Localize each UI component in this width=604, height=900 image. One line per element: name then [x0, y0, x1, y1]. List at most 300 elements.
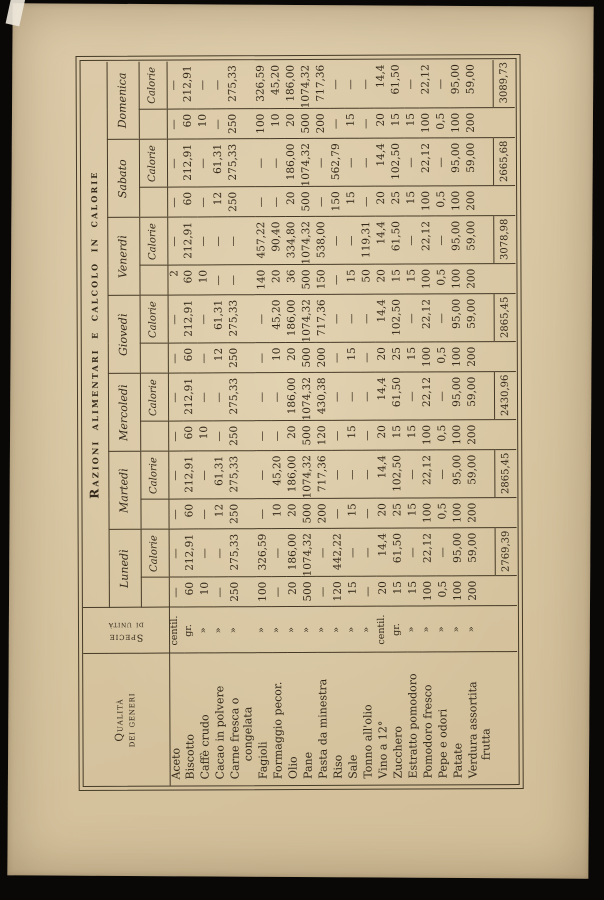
quantity-cell: 100 — [255, 109, 270, 139]
calorie-cell: 1074,32 — [300, 61, 315, 109]
quantity-cell: 60 — [182, 265, 197, 295]
calorie-cell: 538,00 — [315, 217, 330, 265]
quantity-cell: — — [227, 265, 255, 295]
food-name: Riso — [331, 754, 345, 779]
calorie-subheader: Calorie — [141, 530, 169, 578]
calorie-cell: 186,00 — [286, 295, 301, 343]
quantity-cell: 100 — [450, 108, 465, 138]
calorie-cell: 95,00 — [451, 294, 466, 342]
food-name-cell — [407, 652, 423, 784]
quantity-cell: — — [317, 577, 332, 607]
calorie-cell: — — [330, 61, 345, 109]
quality-header-line1: Qualità — [113, 698, 126, 742]
calorie-cell: — — [198, 451, 213, 499]
calorie-cell: — — [315, 139, 330, 187]
food-name-cell — [287, 653, 303, 785]
quantity-cell: — — [167, 110, 182, 140]
quantity-cell: — — [168, 500, 183, 530]
unit-cell: » — [214, 607, 229, 653]
calorie-cell: — — [331, 451, 346, 499]
calorie-cell: — — [346, 295, 361, 343]
quantity-cell: 10 — [197, 109, 212, 139]
quantity-cell: 200 — [465, 264, 493, 294]
food-name: Estratto pomodoro — [406, 673, 420, 779]
calorie-cell: — — [212, 61, 227, 109]
quantity-cell: — — [360, 187, 375, 217]
day-header-5: Venerdì — [107, 218, 139, 296]
quantity-cell: 100 — [421, 420, 436, 450]
unit-cell: » — [229, 607, 257, 653]
calorie-cell: — — [271, 373, 286, 421]
quantity-cell: 25 — [391, 499, 406, 529]
totals-quantity-blank — [495, 576, 517, 606]
calorie-cell: 22,12 — [420, 138, 435, 186]
unit-cell: » — [362, 607, 377, 653]
quantity-cell: 100 — [421, 498, 436, 528]
calorie-cell: 59,00 — [465, 138, 493, 186]
calorie-cell: 1074,32 — [301, 373, 316, 421]
calorie-cell: — — [168, 374, 183, 422]
food-name: Biscotto — [183, 733, 197, 780]
calorie-cell: 186,00 — [286, 451, 301, 499]
quantity-cell: 200 — [316, 499, 331, 529]
calorie-cell: 212,91 — [183, 373, 198, 421]
quantity-cell: — — [212, 109, 227, 139]
calorie-cell: 326,59 — [255, 61, 270, 109]
calorie-cell: 59,00 — [465, 60, 493, 108]
calorie-cell: 212,91 — [184, 529, 199, 577]
calorie-cell: — — [361, 373, 376, 421]
quantity-cell: — — [330, 265, 345, 295]
quantity-cell: 20 — [286, 421, 301, 451]
food-name-cell — [317, 653, 333, 785]
food-name: Formaggio pecor. — [271, 681, 285, 780]
quantity-cell: 100 — [450, 264, 465, 294]
quantity-cell: 36 — [285, 265, 300, 295]
quantity-cell: 250 — [229, 577, 257, 607]
calorie-cell: 14,4 — [375, 217, 390, 265]
quantity-cell: 100 — [452, 576, 467, 606]
unit-cell: » — [452, 606, 467, 652]
food-name-cell — [362, 653, 378, 785]
quantity-cell: 100 — [257, 577, 272, 607]
food-name-cell — [169, 654, 185, 786]
quantity-cell: 140 — [255, 265, 270, 295]
calorie-cell: — — [197, 217, 212, 265]
quantity-cell: 25 — [390, 187, 405, 217]
quantity-cell: — — [361, 499, 376, 529]
calorie-cell: 95,00 — [451, 450, 466, 498]
calorie-cell: — — [255, 139, 270, 187]
calorie-cell: — — [256, 295, 271, 343]
quantity-cell: 0,5 — [436, 420, 451, 450]
calorie-cell: 22,12 — [420, 60, 435, 108]
quantity-cell: — — [331, 343, 346, 373]
food-name: Vino a 12° — [376, 720, 390, 779]
quantity-cell: — — [362, 577, 377, 607]
calorie-cell: — — [436, 450, 451, 498]
calorie-cell: — — [198, 295, 213, 343]
quantity-cell: — — [361, 421, 376, 451]
calorie-cell: 334,80 — [285, 217, 300, 265]
unit-cell: centil. — [169, 608, 184, 654]
calorie-cell: — — [168, 452, 183, 500]
calorie-cell: — — [405, 138, 420, 186]
quantity-cell: 0,5 — [436, 342, 451, 372]
calorie-cell: — — [345, 61, 360, 109]
calorie-cell: — — [361, 451, 376, 499]
quantity-cell: 500 — [301, 421, 316, 451]
quantity-cell: 20 — [285, 187, 300, 217]
calorie-cell: — — [362, 529, 377, 577]
unit-cell: » — [332, 607, 347, 653]
calorie-cell: — — [227, 217, 255, 265]
unit-cell: » — [407, 606, 422, 652]
quantity-cell: 200 — [466, 498, 494, 528]
calorie-cell: 212,91 — [182, 139, 197, 187]
quantity-cell: — — [361, 343, 376, 373]
quantity-cell: 12 — [213, 343, 228, 373]
quantity-cell: — — [360, 109, 375, 139]
quantity-cell: 0,5 — [437, 576, 452, 606]
quantity-cell: 15 — [345, 265, 360, 295]
food-name-cell — [272, 653, 288, 785]
food-name-cell — [377, 653, 393, 785]
calorie-cell: 61,50 — [390, 217, 405, 265]
calorie-cell: 95,00 — [452, 528, 467, 576]
quantity-cell: — — [198, 343, 213, 373]
quality-header-cell — [83, 654, 170, 786]
quantity-cell: 20 — [285, 109, 300, 139]
calorie-cell: — — [167, 218, 182, 266]
quantity-cell: 0,5 — [435, 264, 450, 294]
calorie-cell: 1074,32 — [301, 295, 316, 343]
calorie-cell: — — [199, 529, 214, 577]
quantity-cell: — — [167, 188, 182, 218]
quantity-cell: — — [256, 499, 271, 529]
calorie-cell: 275,33 — [228, 373, 256, 421]
total-calorie-cell: 3078,98 — [493, 216, 515, 264]
calorie-cell: — — [435, 138, 450, 186]
calorie-cell: — — [436, 294, 451, 342]
quantity-cell: 2 — [167, 266, 182, 296]
unit-cell: » — [422, 606, 437, 652]
calorie-subheader: Calorie — [140, 296, 168, 344]
calorie-cell: — — [345, 139, 360, 187]
rotated-table-container — [76, 54, 524, 791]
food-name: Caffè crudo — [198, 714, 212, 780]
calorie-cell: 45,20 — [270, 61, 285, 109]
calorie-cell: — — [256, 373, 271, 421]
calorie-subheader: Calorie — [139, 218, 167, 266]
quantity-cell: 10 — [199, 577, 214, 607]
quantity-cell: 200 — [466, 342, 494, 372]
totals-quantity-blank — [493, 186, 515, 216]
quantity-cell: 15 — [390, 109, 405, 139]
calorie-cell: — — [345, 217, 360, 265]
quantity-cell: 15 — [391, 421, 406, 451]
calorie-cell: 59,00 — [466, 372, 494, 420]
calorie-cell: 22,12 — [422, 528, 437, 576]
totals-quantity-blank — [494, 342, 516, 372]
food-name-cell — [302, 653, 318, 785]
calorie-cell: 22,12 — [421, 372, 436, 420]
calorie-cell: 95,00 — [450, 216, 465, 264]
quantity-cell: 60 — [184, 577, 199, 607]
unit-header-cell — [83, 608, 169, 654]
quantity-cell: 20 — [375, 265, 390, 295]
calorie-cell: — — [360, 139, 375, 187]
quantity-cell: 15 — [346, 499, 361, 529]
day-header-7: Domenica — [107, 62, 139, 140]
quantity-cell: — — [270, 187, 285, 217]
unit-header-rotated-label — [84, 619, 168, 642]
unit-cell: » — [257, 607, 272, 653]
quantity-cell: — — [330, 109, 345, 139]
calorie-cell: 717,36 — [316, 451, 331, 499]
calorie-cell: — — [347, 529, 362, 577]
quantity-cell: 250 — [228, 499, 256, 529]
calorie-cell: — — [407, 528, 422, 576]
quantity-cell: 15 — [346, 343, 361, 373]
unit-cell: » — [272, 607, 287, 653]
quantity-cell: 12 — [212, 187, 227, 217]
calorie-cell: 45,20 — [271, 451, 286, 499]
quantity-cell: 100 — [420, 264, 435, 294]
scan-corner-artifact — [6, 0, 26, 26]
quantity-cell: — — [256, 343, 271, 373]
calorie-cell: 90,40 — [270, 217, 285, 265]
calorie-cell: — — [406, 294, 421, 342]
calorie-cell: — — [197, 61, 212, 109]
food-name-cell — [332, 653, 348, 785]
calorie-cell: 717,36 — [315, 61, 330, 109]
calorie-cell: — — [214, 529, 229, 577]
calorie-cell: 22,12 — [421, 450, 436, 498]
quantity-cell: — — [256, 421, 271, 451]
calorie-cell: 45,20 — [271, 295, 286, 343]
totals-unit-blank — [495, 606, 517, 652]
food-name: Aceto — [169, 747, 183, 780]
calorie-cell: — — [330, 217, 345, 265]
calorie-cell: 14,4 — [376, 373, 391, 421]
quantity-cell: 15 — [345, 187, 360, 217]
unit-cell: gr. — [184, 607, 199, 653]
quantity-cell: 15 — [345, 109, 360, 139]
quantity-cell: 15 — [390, 265, 405, 295]
quantity-cell: 500 — [301, 343, 316, 373]
quantity-cell: 100 — [420, 108, 435, 138]
calorie-cell: 1074,32 — [301, 451, 316, 499]
quantity-cell: 15 — [405, 264, 420, 294]
calorie-cell: 442,22 — [332, 529, 347, 577]
quantity-cell: 15 — [405, 186, 420, 216]
totals-quantity-blank — [494, 420, 516, 450]
table-title: Razioni alimentari e calcolo in calorie — [81, 62, 109, 608]
calorie-cell: 186,00 — [285, 61, 300, 109]
food-name-line2: congelata — [240, 706, 255, 762]
calorie-cell: — — [213, 373, 228, 421]
quantity-cell: — — [213, 421, 228, 451]
quantity-cell: 15 — [405, 108, 420, 138]
food-name: Tonno all'olio — [361, 704, 375, 779]
quantity-cell: 500 — [300, 187, 315, 217]
calorie-cell: — — [272, 529, 287, 577]
calorie-cell: 212,91 — [182, 61, 197, 109]
calorie-cell: 61,50 — [391, 373, 406, 421]
calorie-subheader: Calorie — [139, 61, 167, 109]
calorie-cell: — — [406, 372, 421, 420]
calorie-cell: — — [256, 451, 271, 499]
calorie-cell: 95,00 — [450, 60, 465, 108]
title-row — [81, 62, 110, 786]
quantity-subheader-blank — [140, 422, 168, 452]
table-inner-frame — [80, 58, 520, 787]
quantity-cell: 60 — [183, 343, 198, 373]
calorie-cell: 457,22 — [255, 217, 270, 265]
quantity-cell: 500 — [302, 577, 317, 607]
quantity-cell: 20 — [376, 421, 391, 451]
unit-cell: » — [467, 606, 495, 652]
quantity-subheader-blank — [140, 344, 168, 374]
quantity-cell: 100 — [451, 342, 466, 372]
quantity-cell: — — [197, 187, 212, 217]
food-name-cell — [422, 652, 438, 784]
quantity-cell: 15 — [407, 576, 422, 606]
quantity-subheader-blank — [139, 266, 167, 296]
quantity-cell: 15 — [406, 342, 421, 372]
quantity-subheader-blank — [139, 188, 167, 218]
quantity-cell: 200 — [466, 420, 494, 450]
calorie-cell: 14,4 — [375, 139, 390, 187]
quantity-cell: 60 — [182, 187, 197, 217]
quantity-subheader-blank — [139, 110, 167, 140]
calorie-cell: — — [435, 216, 450, 264]
quantity-cell: 100 — [421, 342, 436, 372]
quality-header-line2: dei generi — [126, 692, 138, 748]
calorie-cell: 212,91 — [183, 451, 198, 499]
total-calorie-cell: 2665,68 — [493, 138, 515, 186]
calorie-cell: — — [435, 60, 450, 108]
unit-cell: gr. — [392, 607, 407, 653]
quantity-cell: 20 — [377, 577, 392, 607]
quantity-cell: 0,5 — [435, 108, 450, 138]
calorie-cell: — — [437, 528, 452, 576]
quantity-cell: 50 — [360, 265, 375, 295]
totals-quantity-blank — [494, 498, 516, 528]
quantity-cell: 200 — [465, 186, 493, 216]
quantity-cell: — — [331, 421, 346, 451]
quantity-cell: 15 — [406, 420, 421, 450]
quantity-cell: 200 — [465, 108, 493, 138]
quantity-cell: — — [168, 344, 183, 374]
quantity-cell: 100 — [420, 186, 435, 216]
food-name: Sale — [346, 754, 360, 779]
food-name: Zucchero — [391, 726, 405, 779]
scan-page — [7, 3, 593, 879]
food-name-cell — [437, 652, 453, 784]
calorie-cell: 61,50 — [392, 529, 407, 577]
totals-quantity-blank — [493, 264, 515, 294]
calorie-cell: 275,33 — [228, 451, 256, 499]
calorie-cell: 212,91 — [182, 217, 197, 265]
total-calorie-cell: 3089,73 — [493, 60, 515, 108]
calorie-cell: 61,31 — [213, 295, 228, 343]
calorie-cell: 275,33 — [228, 295, 256, 343]
quantity-cell: 200 — [467, 576, 495, 606]
calorie-cell: 102,50 — [391, 451, 406, 499]
quantity-cell: 0,5 — [436, 498, 451, 528]
quantity-cell: 10 — [271, 499, 286, 529]
calorie-subheader: Calorie — [140, 452, 168, 500]
quantity-cell: 20 — [286, 499, 301, 529]
calorie-cell: 59,00 — [467, 528, 495, 576]
day-header-1: Lunedì — [109, 530, 141, 608]
quantity-cell: 60 — [182, 109, 197, 139]
calorie-cell: 61,31 — [213, 451, 228, 499]
calorie-cell: 102,50 — [390, 139, 405, 187]
calorie-cell: 275,33 — [227, 61, 255, 109]
calorie-cell: — — [361, 295, 376, 343]
quantity-cell: 12 — [213, 499, 228, 529]
calorie-cell: 275,33 — [229, 529, 257, 577]
calorie-cell: — — [212, 217, 227, 265]
quantity-cell: — — [331, 499, 346, 529]
quantity-cell: 120 — [316, 421, 331, 451]
food-name-cell — [214, 653, 230, 785]
total-calorie-cell: 2769,39 — [495, 528, 517, 576]
calorie-cell: 326,59 — [257, 529, 272, 577]
quantity-cell: 60 — [183, 499, 198, 529]
unit-cell: » — [287, 607, 302, 653]
day-header-6: Sabato — [107, 140, 139, 218]
food-name-cell — [392, 653, 408, 785]
quantity-cell: 20 — [286, 343, 301, 373]
quantity-cell: 100 — [422, 576, 437, 606]
totals-row — [493, 60, 518, 784]
quantity-cell: 20 — [375, 187, 390, 217]
food-name-cell — [257, 653, 273, 785]
food-name-cell — [199, 653, 215, 785]
calorie-cell: 717,36 — [316, 295, 331, 343]
food-name: Verdura assortita — [466, 681, 480, 779]
calorie-cell: 1074,32 — [300, 217, 315, 265]
food-name-cell — [467, 652, 496, 784]
calorie-subheader: Calorie — [139, 140, 167, 188]
unit-cell: » — [199, 607, 214, 653]
unit-cell: » — [437, 606, 452, 652]
quantity-cell: 250 — [228, 421, 256, 451]
calorie-cell: — — [436, 372, 451, 420]
quantity-cell: — — [255, 187, 270, 217]
food-name: Cacao in polvere — [213, 685, 227, 780]
food-name: Carne fresca o — [228, 697, 242, 780]
calorie-cell: — — [169, 530, 184, 578]
quantity-cell: 20 — [376, 499, 391, 529]
calorie-cell: 275,33 — [227, 139, 255, 187]
total-calorie-cell: 2865,45 — [494, 450, 516, 498]
calorie-cell: 95,00 — [450, 138, 465, 186]
quantity-cell: — — [214, 577, 229, 607]
unit-cell: » — [317, 607, 332, 653]
quantity-subheader-blank — [141, 578, 169, 608]
quantity-cell: 15 — [392, 577, 407, 607]
quantity-cell: 200 — [315, 109, 330, 139]
food-name: Pasta da minestra — [316, 678, 330, 779]
food-name: Patate — [451, 742, 465, 779]
calorie-cell: — — [405, 216, 420, 264]
total-calorie-cell: 2430,96 — [494, 372, 516, 420]
